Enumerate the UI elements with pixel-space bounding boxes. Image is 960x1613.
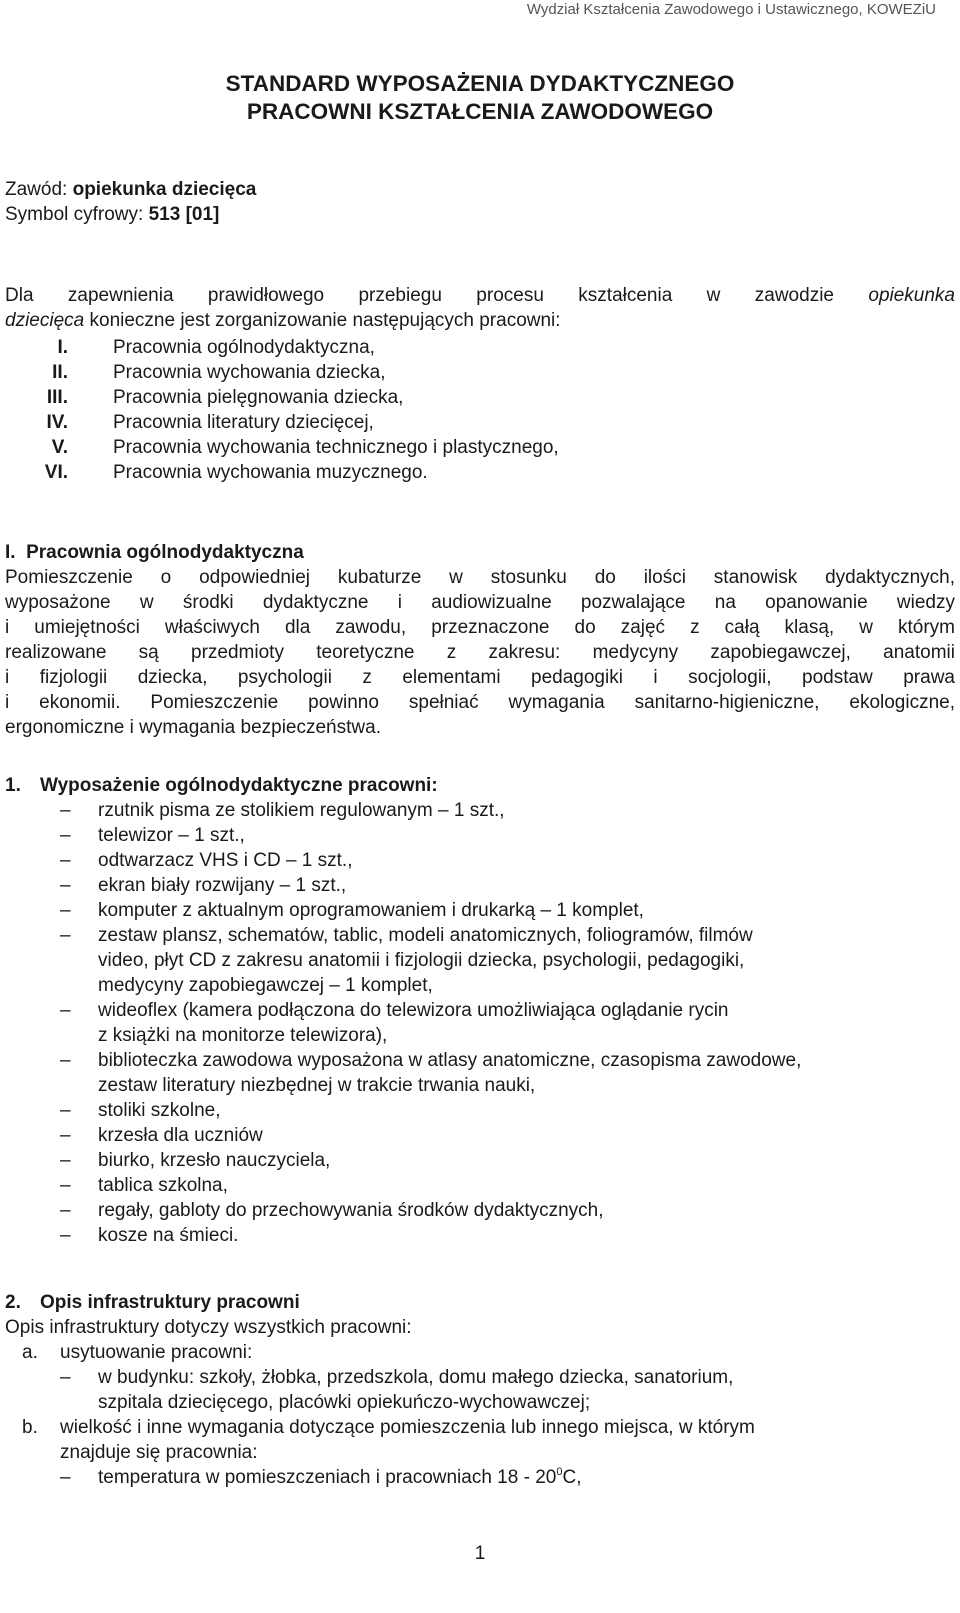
list-item-line: szpitala dziecięcego, placówki opiekuńczo-wychowawczej; bbox=[98, 1392, 591, 1413]
list-item-line: komputer z aktualnym oprogramowaniem i drukarką – 1 komplet, bbox=[98, 900, 644, 921]
point-label: a. bbox=[22, 1342, 38, 1363]
section-workshop-1 bbox=[5, 540, 955, 740]
dash-bullet: – bbox=[60, 925, 71, 946]
intro-text: Dla zapewnienia prawidłowego przebiegu procesu kształcenia w zawodzie bbox=[5, 285, 869, 306]
list-item-line: zestaw literatury niezbędnej w trakcie trwania nauki, bbox=[98, 1075, 536, 1096]
list-item-line: telewizor – 1 szt., bbox=[98, 825, 245, 846]
section-paragraph-line: i umiejętności właściwych dla zawodu, przeznaczone do zajęć z całą klasą, w którym bbox=[5, 617, 955, 638]
intro-italic-1: opiekunka bbox=[868, 285, 955, 306]
title-line-1: STANDARD WYPOSAŻENIA DYDAKTYCZNEGO bbox=[225, 71, 735, 96]
degree-superscript: 0 bbox=[556, 1466, 563, 1478]
workshop-item bbox=[5, 385, 955, 410]
dash-bullet: – bbox=[60, 850, 71, 871]
list-item-line: video, płyt CD z zakresu anatomii i fizjologii dziecka, psychologii, pedagogiki, bbox=[98, 950, 745, 971]
running-header: Wydział Kształcenia Zawodowego i Ustawicznego, KOWEZiU bbox=[526, 1, 936, 18]
list-item bbox=[5, 998, 955, 1048]
dash-bullet: – bbox=[60, 1225, 71, 1246]
profession-value: opiekunka dziecięca bbox=[72, 179, 257, 200]
workshop-number: V. bbox=[51, 437, 68, 458]
list-item bbox=[5, 1048, 955, 1098]
infrastructure-heading bbox=[5, 1290, 955, 1315]
intro-rest: konieczne jest zorganizowanie następujących pracowni: bbox=[84, 310, 561, 331]
dash-bullet: – bbox=[60, 900, 71, 921]
infrastructure-title: Opis infrastruktury pracowni bbox=[40, 1292, 300, 1313]
workshop-name: Pracownia literatury dziecięcej, bbox=[113, 412, 374, 433]
workshop-number: IV. bbox=[46, 412, 68, 433]
workshop-name: Pracownia wychowania muzycznego. bbox=[113, 462, 428, 483]
list-item bbox=[5, 923, 955, 998]
dash-bullet: – bbox=[60, 800, 71, 821]
section-paragraph-line: Pomieszczenie o odpowiedniej kubaturze w stosunku do ilości stanowisk dydaktycznych, bbox=[5, 567, 955, 588]
list-item-line: tablica szkolna, bbox=[98, 1175, 228, 1196]
list-item-unit: C, bbox=[562, 1467, 582, 1488]
workshop-number: I. bbox=[57, 337, 68, 358]
section-paragraph-line: wyposażone w środki dydaktyczne i audiowizualne pozwalające na opanowanie wiedzy bbox=[5, 592, 955, 613]
list-item bbox=[5, 1365, 955, 1415]
point-text: znajduje się pracownia: bbox=[60, 1442, 258, 1463]
list-item bbox=[5, 823, 955, 848]
infrastructure-point-b bbox=[5, 1415, 955, 1465]
list-item-line: odtwarzacz VHS i CD – 1 szt., bbox=[98, 850, 353, 871]
list-item bbox=[5, 1223, 955, 1248]
intro-italic-2: dziecięca bbox=[5, 310, 85, 331]
list-item-line: stoliki szkolne, bbox=[98, 1100, 221, 1121]
list-item-line: kosze na śmieci. bbox=[98, 1225, 239, 1246]
list-item-line: zestaw plansz, schematów, tablic, modeli anatomicznych, foliogramów, filmów bbox=[98, 925, 753, 946]
infrastructure-point-a bbox=[5, 1340, 955, 1365]
dash-bullet: – bbox=[60, 1000, 71, 1021]
dash-bullet: – bbox=[60, 875, 71, 896]
dash-bullet: – bbox=[60, 1200, 71, 1221]
equipment-section bbox=[5, 773, 955, 1248]
list-item-line: z książki na monitorze telewizora), bbox=[98, 1025, 388, 1046]
workshop-name: Pracownia wychowania dziecka, bbox=[113, 362, 386, 383]
workshop-name: Pracownia wychowania technicznego i plastycznego, bbox=[113, 437, 559, 458]
workshop-item bbox=[5, 460, 955, 485]
equipment-list bbox=[5, 798, 955, 1248]
list-item bbox=[5, 848, 955, 873]
dash-bullet: – bbox=[60, 825, 71, 846]
list-item-line: ekran biały rozwijany – 1 szt., bbox=[98, 875, 347, 896]
symbol-label: Symbol cyfrowy: bbox=[5, 204, 149, 225]
list-item bbox=[5, 873, 955, 898]
intro-line-2 bbox=[5, 308, 955, 333]
section-paragraph-line: realizowane są przedmioty teoretyczne z zakresu: medycyny zapobiegawczej, anatomii bbox=[5, 642, 955, 663]
workshop-name: Pracownia ogólnodydaktyczna, bbox=[113, 337, 375, 358]
intro-line-1 bbox=[5, 283, 955, 308]
point-text: usytuowanie pracowni: bbox=[60, 1342, 253, 1363]
intro-paragraph bbox=[5, 283, 955, 333]
list-item bbox=[5, 1098, 955, 1123]
workshop-name: Pracownia pielęgnowania dziecka, bbox=[113, 387, 404, 408]
document-title bbox=[0, 70, 960, 126]
dash-bullet: – bbox=[60, 1125, 71, 1146]
dash-bullet: – bbox=[60, 1100, 71, 1121]
workshop-number: II. bbox=[52, 362, 68, 383]
workshop-item bbox=[5, 410, 955, 435]
list-item-line: w budynku: szkoły, żłobka, przedszkola, domu małego dziecka, sanatorium, bbox=[98, 1367, 734, 1388]
dash-bullet: – bbox=[60, 1150, 71, 1171]
point-label: b. bbox=[22, 1417, 38, 1438]
section-heading: I. Pracownia ogólnodydaktyczna bbox=[5, 542, 304, 563]
list-item bbox=[5, 1465, 955, 1490]
workshop-item bbox=[5, 360, 955, 385]
section-paragraph-line: i ekonomii. Pomieszczenie powinno spełniać wymagania sanitarno-higieniczne, ekologiczne, bbox=[5, 692, 955, 713]
dash-bullet: – bbox=[60, 1367, 71, 1388]
equipment-heading bbox=[5, 773, 955, 798]
list-item-line: biblioteczka zawodowa wyposażona w atlasy anatomiczne, czasopisma zawodowe, bbox=[98, 1050, 802, 1071]
workshop-list bbox=[5, 335, 955, 485]
dash-bullet: – bbox=[60, 1050, 71, 1071]
workshop-number: III. bbox=[46, 387, 68, 408]
title-line-2: PRACOWNI KSZTAŁCENIA ZAWODOWEGO bbox=[246, 99, 714, 124]
list-item-line: krzesła dla uczniów bbox=[98, 1125, 263, 1146]
infrastructure-intro: Opis infrastruktury dotyczy wszystkich pracowni: bbox=[5, 1317, 412, 1338]
list-item bbox=[5, 1148, 955, 1173]
list-item bbox=[5, 1173, 955, 1198]
list-item-line: wideoflex (kamera podłączona do telewizora umożliwiająca oglądanie rycin bbox=[98, 1000, 729, 1021]
list-item-line: regały, gabloty do przechowywania środków dydaktycznych, bbox=[98, 1200, 604, 1221]
workshop-number: VI. bbox=[44, 462, 68, 483]
workshop-item bbox=[5, 335, 955, 360]
symbol-value: 513 [01] bbox=[148, 204, 220, 225]
point-text: wielkość i inne wymagania dotyczące pomieszczenia lub innego miejsca, w którym bbox=[60, 1417, 755, 1438]
list-item bbox=[5, 898, 955, 923]
list-item-line: medycyny zapobiegawczej – 1 komplet, bbox=[98, 975, 433, 996]
list-item bbox=[5, 798, 955, 823]
profession-info bbox=[5, 177, 955, 227]
profession-line bbox=[5, 177, 955, 202]
workshop-item bbox=[5, 435, 955, 460]
list-item-line: biurko, krzesło nauczyciela, bbox=[98, 1150, 331, 1171]
list-item bbox=[5, 1123, 955, 1148]
symbol-line bbox=[5, 202, 955, 227]
section-paragraph-line: i fizjologii dziecka, psychologii z elementami pedagogiki i socjologii, podstaw prawa bbox=[5, 667, 955, 688]
list-item-line: rzutnik pisma ze stolikiem regulowanym – 1 szt., bbox=[98, 800, 505, 821]
section-paragraph-line: ergonomiczne i wymagania bezpieczeństwa. bbox=[5, 717, 381, 738]
infrastructure-number: 2. bbox=[5, 1292, 21, 1313]
page-number: 1 bbox=[474, 1543, 486, 1564]
equipment-number: 1. bbox=[5, 775, 21, 796]
dash-bullet: – bbox=[60, 1175, 71, 1196]
profession-label: Zawód: bbox=[5, 179, 73, 200]
infrastructure-section bbox=[5, 1290, 955, 1490]
dash-bullet: – bbox=[60, 1467, 71, 1488]
equipment-title: Wyposażenie ogólnodydaktyczne pracowni: bbox=[40, 775, 438, 796]
list-item-text: temperatura w pomieszczeniach i pracowniach 18 - 20 bbox=[98, 1467, 557, 1488]
list-item bbox=[5, 1198, 955, 1223]
